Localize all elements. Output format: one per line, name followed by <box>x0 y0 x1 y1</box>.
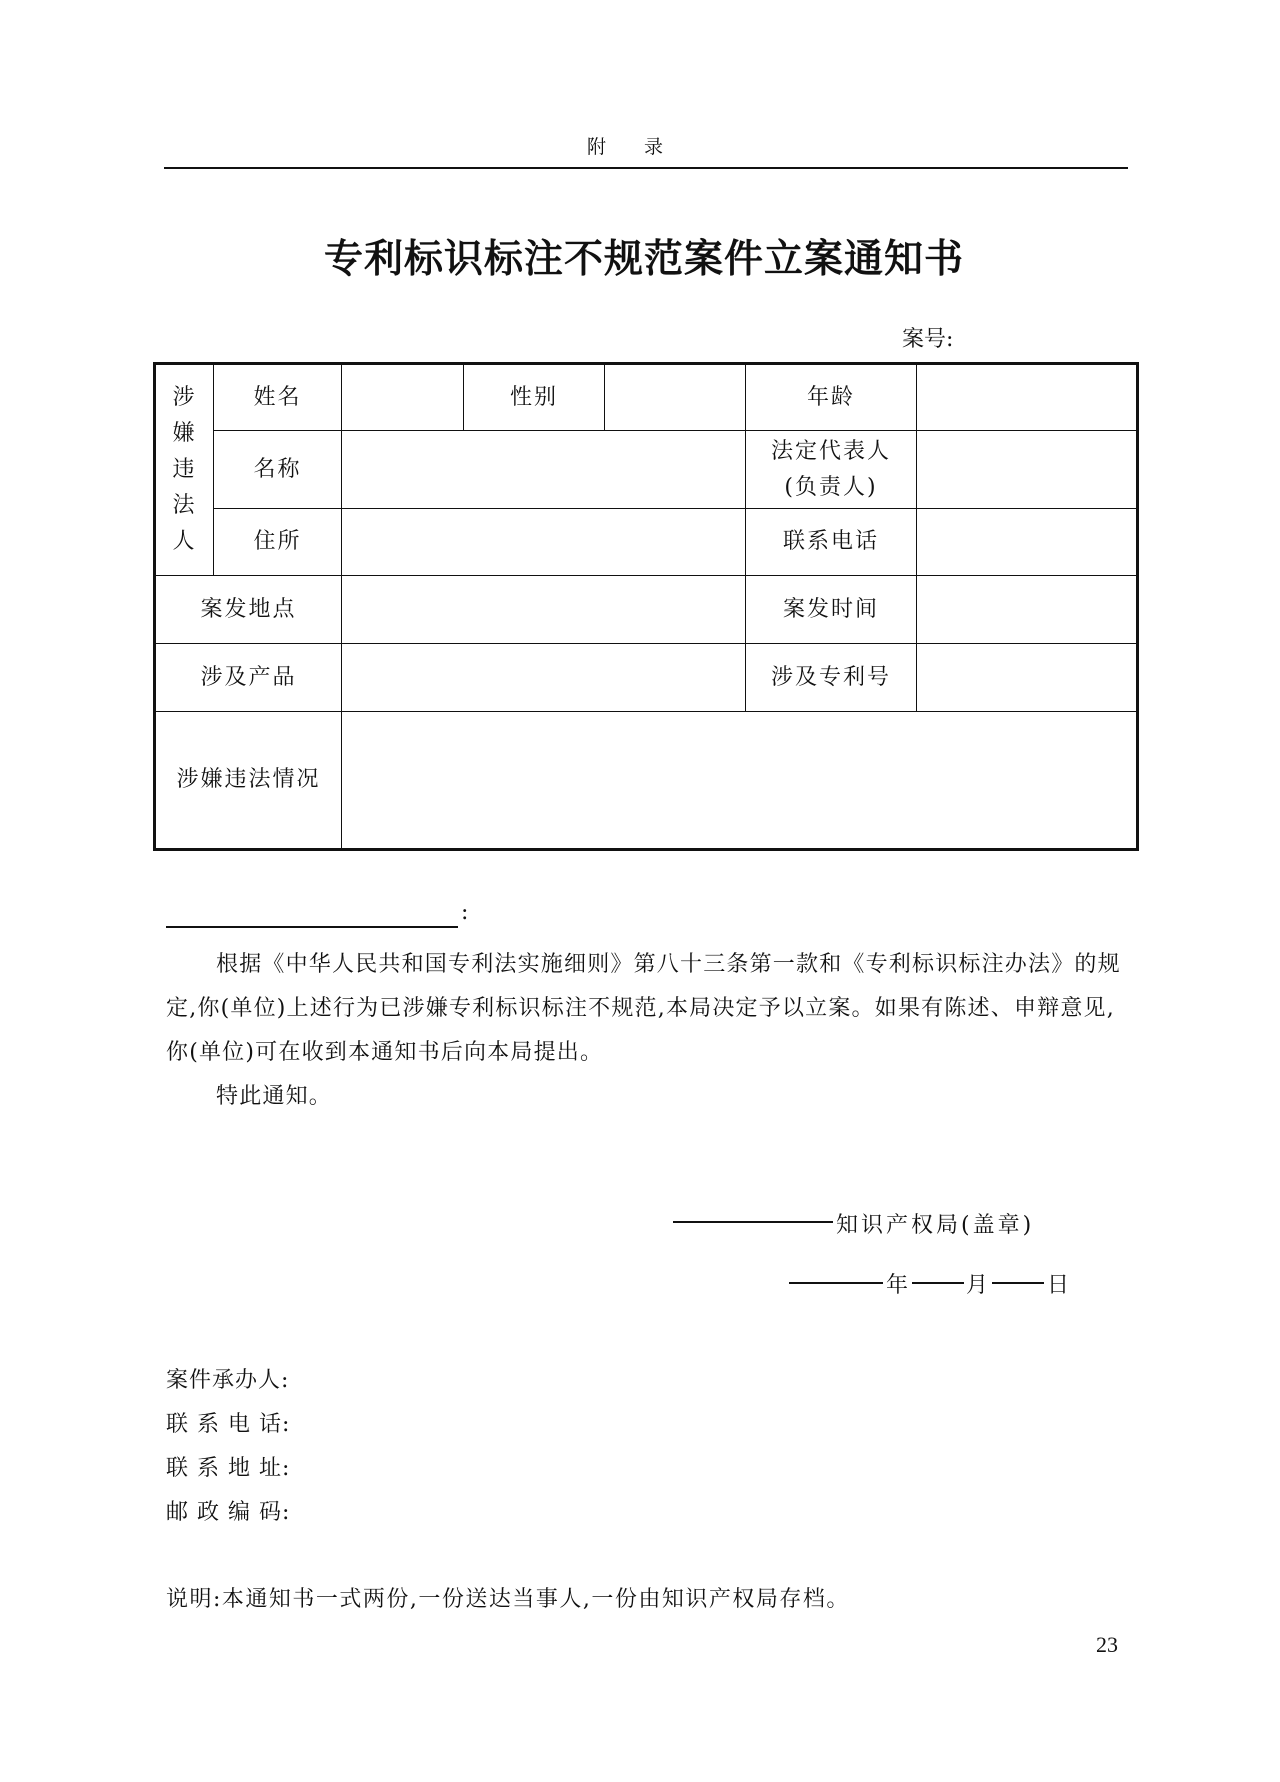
violation-field[interactable] <box>342 712 1138 850</box>
suspect-char: 嫌 <box>172 421 197 446</box>
address-label: 住所 <box>214 509 342 576</box>
age-label: 年龄 <box>746 364 917 431</box>
closing-phrase: 特此通知。 <box>216 1084 333 1109</box>
suspect-char: 人 <box>172 529 197 554</box>
gender-field[interactable] <box>605 364 746 431</box>
patent-no-field[interactable] <box>917 644 1138 712</box>
suspect-label <box>155 364 214 576</box>
postcode-label: 邮 政 编 码: <box>166 1500 291 1525</box>
address-field[interactable] <box>342 509 746 576</box>
body-paragraph: 根据《中华人民共和国专利法实施细则》第八十三条第一款和《专利标识标注办法》的规定,你(单位)上述行为已涉嫌专利标识标注不规范,本局决定予以立案。如果有陈述、申辩意见,你(单位)可在收到本通知书后向本局提出。 <box>166 952 1121 1065</box>
notice-body <box>166 943 1126 1119</box>
suspect-char: 涉 <box>172 385 197 410</box>
suspect-char: 法 <box>172 493 197 518</box>
product-field[interactable] <box>342 644 746 712</box>
year-label: 年 <box>886 1273 909 1298</box>
name-field[interactable] <box>342 364 464 431</box>
document-title: 专利标识标注不规范案件立案通知书 <box>323 236 964 282</box>
entity-name-label: 名称 <box>214 431 342 509</box>
year-blank[interactable] <box>789 1282 883 1284</box>
legal-rep-line2: (负责人) <box>784 474 878 500</box>
day-blank[interactable] <box>992 1282 1044 1284</box>
incident-location-field[interactable] <box>342 576 746 644</box>
case-number-label: 案号: <box>902 327 954 352</box>
phone-label: 联系电话 <box>746 509 917 576</box>
incident-time-field[interactable] <box>917 576 1138 644</box>
footnote: 说明:本通知书一式两份,一份送达当事人,一份由知识产权局存档。 <box>166 1587 850 1612</box>
header-rule <box>164 167 1128 169</box>
month-blank[interactable] <box>912 1282 964 1284</box>
month-label: 月 <box>966 1273 989 1298</box>
age-field[interactable] <box>917 364 1138 431</box>
contact-block <box>166 1359 290 1535</box>
name-label: 姓名 <box>214 364 342 431</box>
addressee-colon: : <box>461 900 469 925</box>
suspect-char: 违 <box>172 457 197 482</box>
case-info-table <box>153 362 1139 851</box>
product-label: 涉及产品 <box>155 644 342 712</box>
handler-label: 案件承办人: <box>166 1368 290 1393</box>
legal-rep-label <box>746 431 917 509</box>
incident-time-label: 案发时间 <box>746 576 917 644</box>
patent-no-label: 涉及专利号 <box>746 644 917 712</box>
violation-label: 涉嫌违法情况 <box>155 712 342 850</box>
running-header: 附录 <box>586 136 701 158</box>
phone-field[interactable] <box>917 509 1138 576</box>
legal-rep-field[interactable] <box>917 431 1138 509</box>
legal-rep-line1: 法定代表人 <box>770 438 891 464</box>
day-label: 日 <box>1047 1273 1070 1298</box>
contact-phone-label: 联 系 电 话: <box>166 1412 291 1437</box>
addressee-blank[interactable] <box>166 898 458 928</box>
office-name-blank[interactable] <box>673 1221 833 1223</box>
entity-name-field[interactable] <box>342 431 746 509</box>
incident-location-label: 案发地点 <box>155 576 342 644</box>
office-seal-label: 知识产权局(盖章) <box>836 1213 1035 1238</box>
contact-address-label: 联 系 地 址: <box>166 1456 291 1481</box>
gender-label: 性别 <box>464 364 605 431</box>
page-number: 23 <box>1096 1632 1118 1657</box>
